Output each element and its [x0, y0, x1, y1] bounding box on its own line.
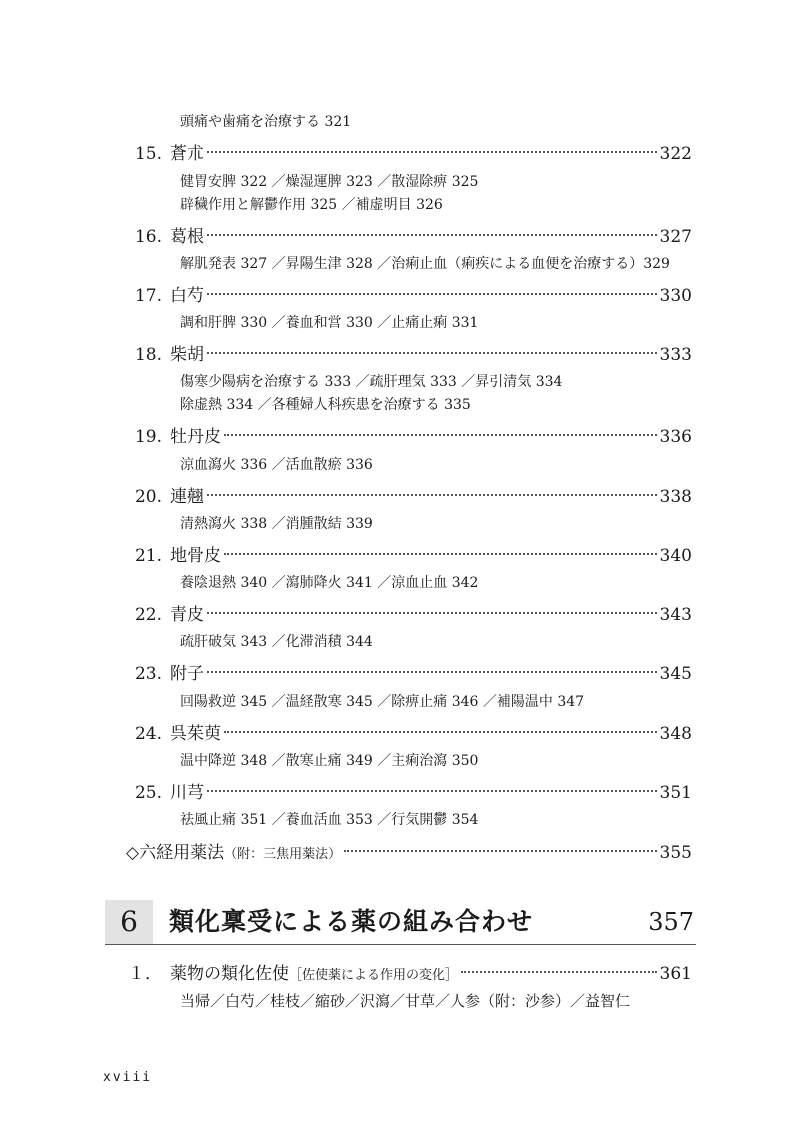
leader-dots	[207, 151, 657, 153]
sub-topics: 温中降逆 348 ／散寒止痛 349 ／主痢治瀉 350	[180, 753, 479, 769]
entry-number: 25.	[134, 783, 162, 803]
entry-title: ◇六経用薬法	[126, 843, 225, 863]
leader-dots	[207, 612, 657, 614]
entry-title: 牡丹皮	[170, 427, 221, 447]
leader-dots	[461, 971, 657, 973]
entry-number: 18.	[134, 345, 162, 365]
entry-page: 351	[659, 783, 692, 803]
sub-topics: 解肌発表 327 ／昇陽生津 328 ／治痢止血（痢疾による血便を治療する）329	[180, 256, 670, 272]
entry-title: 青皮	[170, 605, 204, 625]
leader-dots	[207, 790, 657, 792]
toc-entry-18[interactable]	[118, 343, 692, 367]
section-title: 薬物の類化佐使	[170, 964, 289, 984]
entry-number: 24.	[134, 724, 162, 744]
section-page: 361	[659, 964, 692, 984]
entry-title: 川芎	[170, 783, 204, 803]
leader-dots	[207, 352, 657, 354]
sub-topics: 疏肝破気 343 ／化滞消積 344	[180, 634, 373, 650]
entry-title: 附子	[170, 664, 204, 684]
entry-title: 葛根	[170, 227, 204, 247]
entry-number: 15.	[134, 144, 162, 164]
toc-entry-23[interactable]	[118, 662, 692, 686]
toc-entry-25[interactable]	[118, 781, 692, 805]
entry-number: 17.	[134, 286, 162, 306]
entry-number: 20.	[134, 487, 162, 507]
entry-page: 333	[659, 345, 692, 365]
entry-page: 336	[659, 427, 692, 447]
entry-title: 白芍	[170, 286, 204, 306]
leader-dots	[224, 731, 657, 733]
toc-entry-20[interactable]	[118, 485, 692, 509]
entry-title: 柴胡	[170, 345, 204, 365]
toc-entry-19[interactable]	[118, 425, 692, 449]
leader-dots	[224, 553, 657, 555]
toc-entry-24[interactable]	[118, 722, 692, 746]
entry-page: 343	[659, 605, 692, 625]
entry-note: （附：三焦用薬法）	[224, 847, 342, 862]
sub-topics: 清熱瀉火 338 ／消腫散結 339	[180, 516, 373, 532]
entry-number: 19.	[134, 427, 162, 447]
section-number: １．	[128, 964, 162, 984]
entry-number: 22.	[134, 605, 162, 625]
sub-topics: 頭痛や歯痛を治療する 321	[180, 114, 352, 130]
sub-topics: 調和肝脾 330 ／養血和営 330 ／止痛止痢 331	[180, 315, 479, 331]
leader-dots	[207, 234, 657, 236]
sub-topics: 傷寒少陽病を治療する 333 ／疏肝理気 333 ／昇引清気 334	[180, 374, 563, 390]
sub-topics: 除虚熱 334 ／各種婦人科疾患を治療する 335	[180, 397, 471, 413]
entry-page: 327	[659, 227, 692, 247]
entry-title: 蒼朮	[170, 144, 204, 164]
toc-entry-16[interactable]	[118, 225, 692, 249]
sub-topics: 回陽救逆 345 ／温経散寒 345 ／除痹止痛 346 ／補陽温中 347	[180, 694, 585, 710]
entry-page: 340	[659, 546, 692, 566]
entry-number: 21.	[134, 546, 162, 566]
entry-page: 330	[659, 286, 692, 306]
chapter-page: 357	[648, 908, 694, 936]
entry-title: 連翹	[170, 487, 204, 507]
entry-title: 地骨皮	[170, 546, 221, 566]
sub-topics: 辟穢作用と解鬱作用 325 ／補虚明目 326	[180, 197, 443, 213]
entry-number: 16.	[134, 227, 162, 247]
entry-page: 348	[659, 724, 692, 744]
leader-dots	[207, 293, 657, 295]
toc-entry-21[interactable]	[118, 544, 692, 568]
chapter-heading[interactable]	[105, 900, 696, 945]
entry-page: 322	[659, 144, 692, 164]
chapter-title: 類化稟受による薬の組み合わせ	[169, 907, 534, 936]
toc-entry-22[interactable]	[118, 603, 692, 627]
chapter-number: 6	[105, 900, 153, 944]
entry-page: 338	[659, 487, 692, 507]
section-note: ［佐使薬による作用の変化］	[289, 968, 459, 983]
entry-page: 355	[659, 843, 692, 863]
entry-number: 23.	[134, 664, 162, 684]
toc-entry-six-meridians[interactable]	[126, 841, 692, 867]
sub-topics: 健胃安脾 322 ／燥湿運脾 323 ／散湿除痹 325	[180, 174, 479, 190]
leader-dots	[344, 850, 656, 852]
folio-page-number: xviii	[103, 1070, 153, 1085]
entry-page: 345	[659, 664, 692, 684]
toc-section-1[interactable]	[118, 962, 692, 988]
sub-topics: 当帰／白芍／桂枝／縮砂／沢瀉／甘草／人参（附：沙参）／益智仁	[180, 992, 631, 1010]
toc-entry-17[interactable]	[118, 284, 692, 308]
leader-dots	[207, 494, 657, 496]
sub-topics: 涼血瀉火 336 ／活血散瘀 336	[180, 457, 373, 473]
leader-dots	[224, 434, 657, 436]
sub-topics: 養陰退熱 340 ／瀉肺降火 341 ／涼血止血 342	[180, 575, 479, 591]
entry-title: 呉茱萸	[170, 724, 221, 744]
toc-entry-15[interactable]	[118, 142, 692, 166]
sub-topics: 祛風止痛 351 ／養血活血 353 ／行気開鬱 354	[180, 812, 479, 828]
leader-dots	[207, 671, 657, 673]
